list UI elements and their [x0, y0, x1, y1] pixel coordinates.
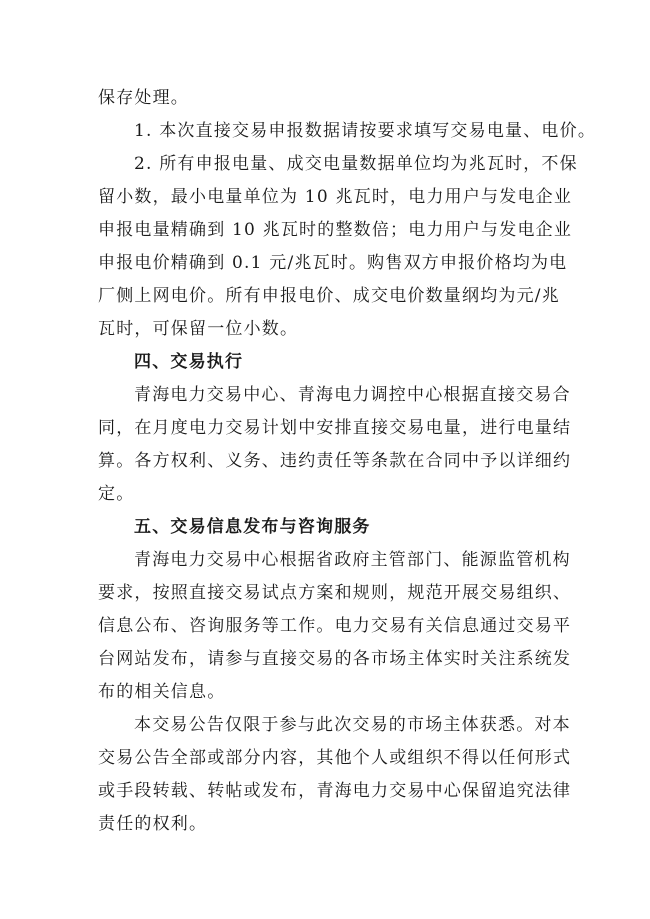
list-item-2-line: 留小数，最小电量单位为 10 兆瓦时，电力用户与发电企业 [98, 187, 573, 207]
section-heading: 四、交易执行 [134, 352, 244, 372]
closing-line: 本交易公告仅限于参与此次交易的市场主体获悉。对本 [134, 715, 571, 735]
paragraph-line: 布的相关信息。 [98, 682, 226, 702]
paragraph-line: 青海电力交易中心、青海电力调控中心根据直接交易合 [134, 385, 571, 405]
list-item-2-line: 瓦时，可保留一位小数。 [98, 319, 299, 339]
list-item-2-line: 申报电价精确到 0.1 元/兆瓦时。购售双方申报价格均为电 [98, 253, 568, 273]
list-item-2-line: 申报电量精确到 10 兆瓦时的整数倍；电力用户与发电企业 [98, 220, 573, 240]
paragraph-line: 青海电力交易中心根据省政府主管部门、能源监管机构 [134, 550, 571, 570]
body-line: 保存处理。 [98, 88, 189, 108]
closing-line: 或手段转载、转帖或发布，青海电力交易中心保留追究法律 [98, 781, 572, 801]
closing-line: 责任的权利。 [98, 814, 208, 834]
section-heading: 五、交易信息发布与咨询服务 [134, 517, 371, 537]
closing-line: 交易公告全部或部分内容，其他个人或组织不得以任何形式 [98, 748, 572, 768]
paragraph-line: 台网站发布，请参与直接交易的各市场主体实时关注系统发 [98, 649, 572, 669]
paragraph-line: 同，在月度电力交易计划中安排直接交易电量，进行电量结 [98, 418, 572, 438]
list-item-2-line: 2. 所有申报电量、成交电量数据单位均为兆瓦时，不保 [134, 154, 578, 174]
list-item-1: 1. 本次直接交易申报数据请按要求填写交易电量、电价。 [134, 121, 597, 141]
paragraph-line: 定。 [98, 484, 135, 504]
paragraph-line: 要求，按照直接交易试点方案和规则，规范开展交易组织、 [98, 583, 572, 603]
paragraph-line: 算。各方权利、义务、违约责任等条款在合同中予以详细约 [98, 451, 572, 471]
paragraph-line: 信息公布、咨询服务等工作。电力交易有关信息通过交易平 [98, 616, 572, 636]
list-item-2-line: 厂侧上网电价。所有申报电价、成交电价数量纲均为元/兆 [98, 286, 560, 306]
